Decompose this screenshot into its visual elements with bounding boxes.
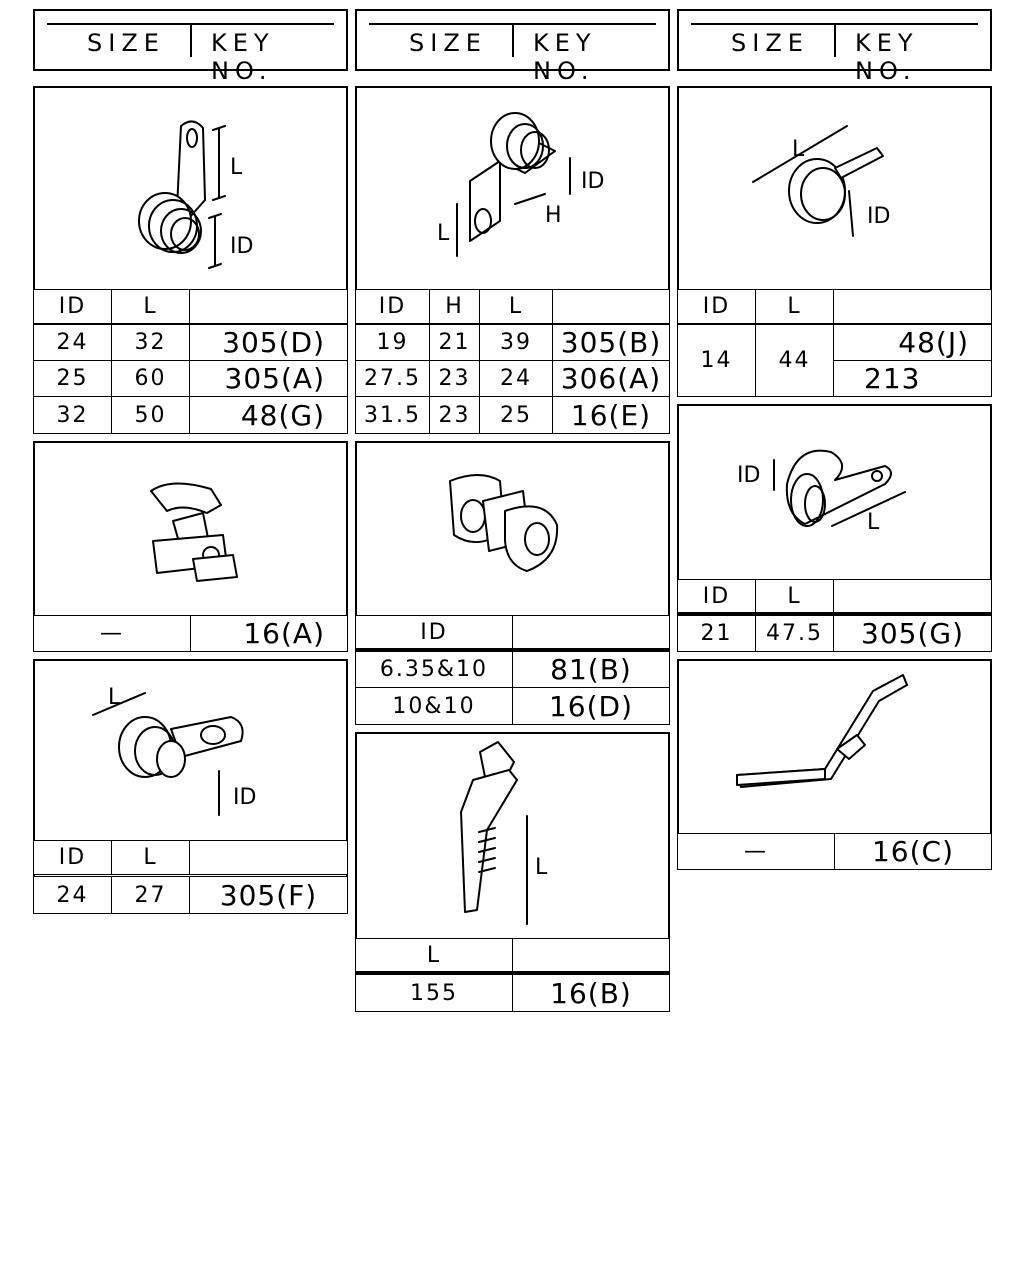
cell-l: 32	[111, 324, 190, 361]
cell-id: 25	[33, 360, 112, 397]
col-id: ID	[355, 289, 430, 324]
cell-l: 60	[111, 360, 190, 397]
cell-key[interactable]: 81(B)	[512, 651, 670, 688]
clamp-diagram-icon	[33, 86, 348, 291]
key-no-header: KEY NO.	[211, 29, 275, 85]
size-header: SIZE	[731, 29, 809, 57]
cell-key[interactable]: 16(A)	[190, 615, 348, 652]
col-key	[833, 289, 992, 324]
cell-h: 23	[429, 360, 480, 397]
dim-h-label: H	[545, 203, 562, 228]
col-l: L	[111, 289, 190, 324]
cell-key[interactable]: 213	[833, 360, 992, 397]
cell-id: 32	[33, 396, 112, 434]
col-key	[512, 615, 670, 652]
cell-l: 155	[355, 974, 513, 1012]
dim-l-label: L	[792, 137, 805, 162]
dim-id-label: ID	[581, 169, 605, 194]
cell-l: 24	[479, 360, 553, 397]
size-header: SIZE	[87, 29, 165, 57]
dim-id-label: ID	[233, 785, 257, 810]
cell-key[interactable]: 305(A)	[189, 360, 348, 397]
col-l: L	[355, 938, 513, 975]
dim-l-label: L	[867, 510, 880, 535]
header-col1	[33, 9, 348, 85]
col-l: L	[755, 289, 834, 324]
cell-key[interactable]: 16(E)	[552, 396, 670, 434]
cell-id: 10&10	[355, 687, 513, 725]
dim-id-label: ID	[737, 463, 761, 488]
cell-id: 27.5	[355, 360, 430, 397]
cell-key[interactable]: 48(J)	[833, 324, 992, 361]
col-id: ID	[677, 289, 756, 324]
cell-key[interactable]: 16(C)	[834, 833, 992, 870]
col-l: L	[479, 289, 553, 324]
col-l: L	[111, 840, 190, 875]
col-id: ID	[33, 840, 112, 875]
cell-key[interactable]: 305(F)	[189, 876, 348, 914]
cell-id: 6.35&10	[355, 651, 513, 688]
dim-l-label: L	[535, 855, 548, 880]
clip-diagram-icon	[33, 441, 348, 615]
col-key	[512, 938, 670, 975]
cell-l: 27	[111, 876, 190, 914]
dim-id-label: ID	[867, 204, 891, 229]
cell-id: 31.5	[355, 396, 430, 434]
cell-h: 21	[429, 324, 480, 361]
cell-id: 19	[355, 324, 430, 361]
dim-l-label: L	[108, 685, 121, 710]
col-id: ID	[677, 579, 756, 616]
cell-id: 14	[677, 324, 756, 397]
band-clamp-diagram-icon	[677, 86, 992, 291]
cell-l: 50	[111, 396, 190, 434]
loop-clamp-diagram-icon	[33, 659, 348, 839]
cell-key[interactable]: 16(D)	[512, 687, 670, 725]
col-l: L	[755, 579, 834, 616]
cell-l: 47.5	[755, 615, 834, 652]
cell-id: 24	[33, 876, 112, 914]
col-h: H	[429, 289, 480, 324]
cable-tie-diagram-icon	[355, 732, 670, 938]
dim-l-label: L	[437, 221, 450, 246]
header-col3	[677, 9, 992, 85]
header-col2	[355, 9, 670, 85]
col-key	[833, 579, 992, 616]
p-clamp-diagram-icon	[677, 404, 992, 579]
cell-key[interactable]: 305(D)	[189, 324, 348, 361]
cell-id: 21	[677, 615, 756, 652]
cell-h: 23	[429, 396, 480, 434]
strip-clip-diagram-icon	[677, 659, 992, 834]
cell-key[interactable]: 305(B)	[552, 324, 670, 361]
col-key	[189, 289, 348, 324]
dim-id-label: ID	[230, 234, 254, 259]
col-key	[189, 840, 348, 875]
key-no-header: KEY NO.	[533, 29, 597, 85]
dim-l-label: L	[230, 155, 243, 180]
cell-size: —	[677, 833, 835, 870]
cell-key[interactable]: 305(G)	[833, 615, 992, 652]
cell-id: 24	[33, 324, 112, 361]
cell-key[interactable]: 48(G)	[189, 396, 348, 434]
size-header: SIZE	[409, 29, 487, 57]
col-id: ID	[355, 615, 513, 652]
key-no-header: KEY NO.	[855, 29, 919, 85]
cell-l: 44	[755, 324, 834, 397]
cell-l: 25	[479, 396, 553, 434]
bracket-clamp-diagram-icon	[355, 86, 670, 291]
cell-l: 39	[479, 324, 553, 361]
double-clip-diagram-icon	[355, 441, 670, 615]
cell-size: —	[33, 615, 191, 652]
col-id: ID	[33, 289, 112, 324]
cell-key[interactable]: 16(B)	[512, 974, 670, 1012]
cell-key[interactable]: 306(A)	[552, 360, 670, 397]
col-key	[552, 289, 670, 324]
